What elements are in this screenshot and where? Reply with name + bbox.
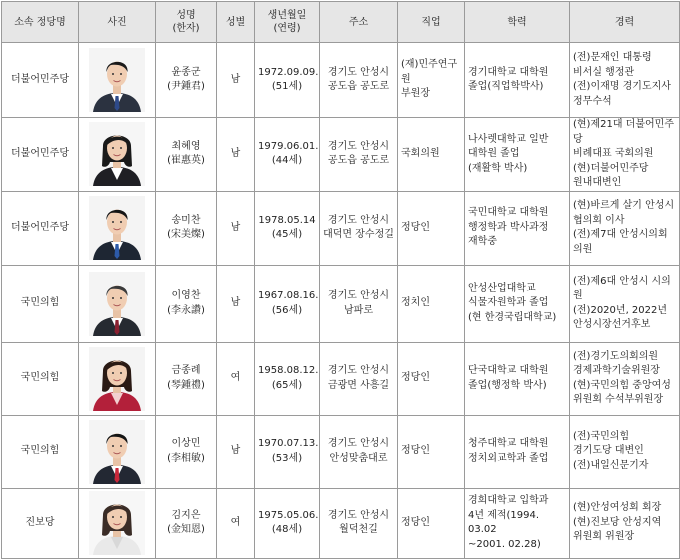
job-cell bbox=[398, 265, 465, 342]
job-line: 정당인 bbox=[401, 445, 430, 457]
photo-cell bbox=[79, 342, 156, 415]
career-line: (전)경기도의회의원 bbox=[573, 350, 659, 362]
career-line: (현)제21대 더불어민주당 bbox=[573, 119, 674, 145]
career-line: (현)국민의힘 중앙여성 bbox=[573, 379, 671, 391]
party-name: 국민의힘 bbox=[20, 297, 60, 309]
candidate-name: 이상민 bbox=[171, 438, 201, 449]
table-row bbox=[2, 415, 680, 488]
career-cell bbox=[570, 415, 680, 488]
photo-eye-left bbox=[112, 516, 114, 518]
education-line: 재학중 bbox=[468, 236, 497, 248]
education-line: ~2001. 02.28) bbox=[468, 538, 541, 550]
age: (56세) bbox=[271, 304, 303, 316]
career-line: 정무수석 bbox=[573, 95, 612, 107]
career-line: 안성시장선거후보 bbox=[573, 319, 651, 330]
education-line: 경희대학교 입학과 bbox=[468, 495, 549, 506]
candidate-name: 금종례 bbox=[171, 365, 201, 376]
candidate-gender: 남 bbox=[230, 445, 241, 457]
age: (45세) bbox=[271, 229, 303, 240]
candidate-hanja: (琴鍾禮) bbox=[167, 379, 205, 391]
photo-eye-right bbox=[120, 372, 122, 374]
name-cell bbox=[156, 118, 217, 192]
table-row bbox=[2, 43, 680, 118]
education-line: 국민대학교 대학원 bbox=[468, 207, 549, 219]
party-name: 더불어민주당 bbox=[11, 221, 69, 233]
party-name: 더불어민주당 bbox=[11, 148, 69, 159]
candidate-photo bbox=[89, 196, 145, 260]
birth-date: 1958.08.12. bbox=[258, 365, 319, 376]
career-line: 경기도당 대변인 bbox=[573, 445, 644, 457]
birth-cell bbox=[255, 342, 320, 415]
job-cell bbox=[398, 488, 465, 558]
career-line: (현)안성여성회 회장 bbox=[573, 502, 662, 514]
career-line: (현)더불어민주당 bbox=[573, 162, 649, 174]
career-line: 위원회 위원장 bbox=[573, 531, 635, 543]
party-cell bbox=[2, 488, 79, 558]
career-cell bbox=[570, 191, 680, 265]
header-gender: 성별 bbox=[217, 2, 255, 43]
birth-date: 1970.07.13. bbox=[258, 438, 319, 449]
job-line: 정당인 bbox=[401, 221, 430, 233]
table-row bbox=[2, 342, 680, 415]
job-cell bbox=[398, 415, 465, 488]
candidate-photo bbox=[89, 347, 145, 411]
table-row bbox=[2, 118, 680, 192]
birth-cell bbox=[255, 43, 320, 118]
photo-cell bbox=[79, 415, 156, 488]
candidate-gender: 남 bbox=[230, 148, 241, 159]
education-line: 졸업(직업학박사) bbox=[468, 81, 544, 92]
birth-cell bbox=[255, 118, 320, 192]
table-row bbox=[2, 191, 680, 265]
party-cell bbox=[2, 43, 79, 118]
name-cell bbox=[156, 415, 217, 488]
candidate-hanja: (崔惠英) bbox=[167, 155, 205, 167]
address-line: 월덕천길 bbox=[339, 524, 378, 535]
photo-eye-right bbox=[120, 147, 122, 149]
job-line: (재)민주연구원 bbox=[401, 59, 458, 85]
birth-cell bbox=[255, 265, 320, 342]
photo-cell bbox=[79, 488, 156, 558]
photo-eye-right bbox=[120, 221, 122, 223]
age: (44세) bbox=[271, 155, 303, 167]
job-line: 정당인 bbox=[401, 516, 430, 528]
photo-eye-left bbox=[112, 73, 114, 75]
party-name: 진보당 bbox=[25, 516, 55, 528]
photo-eye-left bbox=[112, 297, 114, 299]
gender-cell bbox=[217, 342, 255, 415]
party-name: 국민의힘 bbox=[20, 445, 60, 457]
address-cell bbox=[320, 265, 398, 342]
header-party: 소속 정당명 bbox=[2, 2, 79, 43]
career-line: (전)2020년, 2022년 bbox=[573, 304, 668, 316]
address-cell bbox=[320, 43, 398, 118]
header-job: 직업 bbox=[398, 2, 465, 43]
candidate-gender: 여 bbox=[230, 516, 241, 528]
career-line: (전)이재명 경기도지사 bbox=[573, 81, 671, 92]
party-cell bbox=[2, 342, 79, 415]
education-line: 4년 제적(1994. 03.02 bbox=[468, 509, 540, 535]
age: (48세) bbox=[271, 524, 303, 535]
address-line: 경기도 안성시 bbox=[327, 290, 390, 301]
gender-cell bbox=[217, 118, 255, 192]
candidate-hanja: (宋美燦) bbox=[167, 229, 205, 240]
candidate-photo bbox=[89, 122, 145, 186]
career-cell bbox=[570, 43, 680, 118]
candidate-name: 송미찬 bbox=[171, 214, 201, 226]
candidate-photo bbox=[89, 272, 145, 336]
address-line: 남파로 bbox=[344, 304, 373, 316]
career-line: (전)국민의힘 bbox=[573, 430, 630, 442]
header-row bbox=[2, 2, 680, 43]
gender-cell bbox=[217, 488, 255, 558]
address-cell bbox=[320, 118, 398, 192]
education-line: 행정학과 박사과정 bbox=[468, 221, 549, 233]
education-line: 나사렛대학교 일반 bbox=[468, 133, 549, 145]
photo-cell bbox=[79, 191, 156, 265]
birth-date: 1967.08.16. bbox=[258, 290, 319, 301]
education-cell bbox=[465, 488, 570, 558]
career-line: 의원 bbox=[573, 243, 593, 255]
age: (51세) bbox=[271, 81, 303, 92]
address-line: 경기도 안성시 bbox=[327, 365, 390, 376]
name-cell bbox=[156, 265, 217, 342]
photo-eye-left bbox=[112, 221, 114, 223]
job-line: 정치인 bbox=[401, 297, 430, 309]
career-cell bbox=[570, 488, 680, 558]
education-cell bbox=[465, 415, 570, 488]
header-name: 성명 (한자) bbox=[156, 2, 217, 43]
address-line: 금광면 사흥길 bbox=[327, 379, 390, 391]
education-line: 단국대학교 대학원 bbox=[468, 365, 549, 376]
education-line: 식물자원학과 졸업 bbox=[468, 297, 549, 309]
career-line: 비례대표 국회의원 bbox=[573, 148, 654, 159]
address-line: 경기도 안성시 bbox=[327, 438, 390, 449]
education-line: 안성산업대학교 bbox=[468, 282, 536, 294]
candidate-table bbox=[1, 1, 680, 559]
photo-eye-right bbox=[120, 445, 122, 447]
education-line: (재활학 박사) bbox=[468, 162, 528, 174]
candidate-gender: 남 bbox=[230, 221, 241, 233]
party-cell bbox=[2, 265, 79, 342]
address-line: 공도읍 공도로 bbox=[327, 155, 390, 167]
header-career: 경력 bbox=[570, 2, 680, 43]
education-cell bbox=[465, 43, 570, 118]
name-cell bbox=[156, 43, 217, 118]
table-row bbox=[2, 265, 680, 342]
photo-eye-left bbox=[112, 372, 114, 374]
address-line: 경기도 안성시 bbox=[327, 214, 390, 226]
age: (53세) bbox=[271, 452, 303, 464]
table-row bbox=[2, 488, 680, 558]
address-cell bbox=[320, 191, 398, 265]
education-line: 정치외교학과 졸업 bbox=[468, 452, 549, 464]
birth-date: 1975.05.06. bbox=[258, 509, 319, 521]
birth-date: 1978.05.14 bbox=[258, 214, 316, 226]
candidate-name: 최혜영 bbox=[171, 140, 201, 152]
name-cell bbox=[156, 191, 217, 265]
address-line: 공도읍 공도로 bbox=[327, 81, 390, 92]
address-line: 경기도 안성시 bbox=[327, 140, 390, 152]
party-cell bbox=[2, 118, 79, 192]
header-birth: 생년월일 (연령) bbox=[255, 2, 320, 43]
name-cell bbox=[156, 488, 217, 558]
address-cell bbox=[320, 415, 398, 488]
education-line: 대학원 졸업 bbox=[468, 148, 520, 159]
birth-cell bbox=[255, 415, 320, 488]
address-cell bbox=[320, 488, 398, 558]
candidate-photo bbox=[89, 48, 145, 112]
photo-eye-left bbox=[112, 147, 114, 149]
education-line: 졸업(행정학 박사) bbox=[468, 379, 547, 391]
candidate-name: 윤종군 bbox=[171, 66, 201, 78]
candidate-hanja: (李相敏) bbox=[167, 452, 205, 464]
address-line: 경기도 안성시 bbox=[327, 509, 390, 521]
photo-cell bbox=[79, 43, 156, 118]
job-cell bbox=[398, 342, 465, 415]
address-cell bbox=[320, 342, 398, 415]
career-line: 위원회 수석부위원장 bbox=[573, 394, 664, 405]
job-cell bbox=[398, 191, 465, 265]
header-photo: 사진 bbox=[79, 2, 156, 43]
header-address: 주소 bbox=[320, 2, 398, 43]
birth-date: 1972.09.09. bbox=[258, 66, 319, 78]
career-line: 원내대변인 bbox=[573, 177, 622, 188]
photo-cell bbox=[79, 265, 156, 342]
education-cell bbox=[465, 191, 570, 265]
address-line: 경기도 안성시 bbox=[327, 66, 390, 78]
job-cell bbox=[398, 43, 465, 118]
candidate-hanja: (李永讚) bbox=[167, 304, 205, 316]
candidate-name: 이영찬 bbox=[171, 290, 201, 301]
career-line: (전)문재인 대통령 bbox=[573, 52, 652, 63]
address-line: 대덕면 장수정길 bbox=[323, 229, 394, 240]
photo-eye-left bbox=[112, 445, 114, 447]
candidate-hanja: (尹鍾君) bbox=[167, 81, 205, 92]
photo-eye-right bbox=[120, 297, 122, 299]
career-line: (전)제6대 안성시 시의원 bbox=[573, 275, 671, 301]
job-line: 국회의원 bbox=[401, 148, 440, 159]
address-line: 안성맞춤대로 bbox=[329, 452, 388, 464]
education-cell bbox=[465, 118, 570, 192]
candidate-gender: 여 bbox=[230, 372, 241, 384]
gender-cell bbox=[217, 415, 255, 488]
candidate-gender: 남 bbox=[230, 297, 241, 309]
job-cell bbox=[398, 118, 465, 192]
gender-cell bbox=[217, 265, 255, 342]
career-line: (현)바르게 살기 안성시 bbox=[573, 200, 675, 211]
photo-eye-right bbox=[120, 73, 122, 75]
career-line: (전)제7대 안성시의회 bbox=[573, 229, 668, 240]
career-line: (전)내일신문기자 bbox=[573, 459, 649, 471]
job-line: 정당인 bbox=[401, 372, 430, 384]
career-cell bbox=[570, 265, 680, 342]
party-name: 더불어민주당 bbox=[11, 73, 69, 85]
career-line: 경제과학기술위원장 bbox=[573, 365, 660, 376]
birth-cell bbox=[255, 191, 320, 265]
candidate-photo bbox=[89, 491, 145, 555]
name-cell bbox=[156, 342, 217, 415]
job-line: 부원장 bbox=[401, 88, 430, 100]
candidate-name: 김지은 bbox=[171, 509, 201, 521]
photo-eye-right bbox=[120, 516, 122, 518]
birth-cell bbox=[255, 488, 320, 558]
education-cell bbox=[465, 342, 570, 415]
candidate-photo bbox=[89, 420, 145, 484]
header-education: 학력 bbox=[465, 2, 570, 43]
education-cell bbox=[465, 265, 570, 342]
career-line: 비서실 행정관 bbox=[573, 66, 635, 78]
party-cell bbox=[2, 415, 79, 488]
party-name: 국민의힘 bbox=[20, 372, 60, 384]
education-line: (현 한경국립대학교) bbox=[468, 311, 557, 323]
party-cell bbox=[2, 191, 79, 265]
candidate-gender: 남 bbox=[230, 73, 241, 85]
education-line: 청주대학교 대학원 bbox=[468, 438, 549, 449]
career-line: 협의회 이사 bbox=[573, 214, 625, 226]
career-cell bbox=[570, 118, 680, 192]
career-line: (현)진보당 안성지역 bbox=[573, 516, 662, 528]
career-cell bbox=[570, 342, 680, 415]
candidate-hanja: (金知恩) bbox=[167, 524, 205, 535]
gender-cell bbox=[217, 191, 255, 265]
education-line: 경기대학교 대학원 bbox=[468, 66, 549, 78]
birth-date: 1979.06.01. bbox=[258, 140, 319, 152]
age: (65세) bbox=[271, 379, 303, 391]
photo-cell bbox=[79, 118, 156, 192]
gender-cell bbox=[217, 43, 255, 118]
